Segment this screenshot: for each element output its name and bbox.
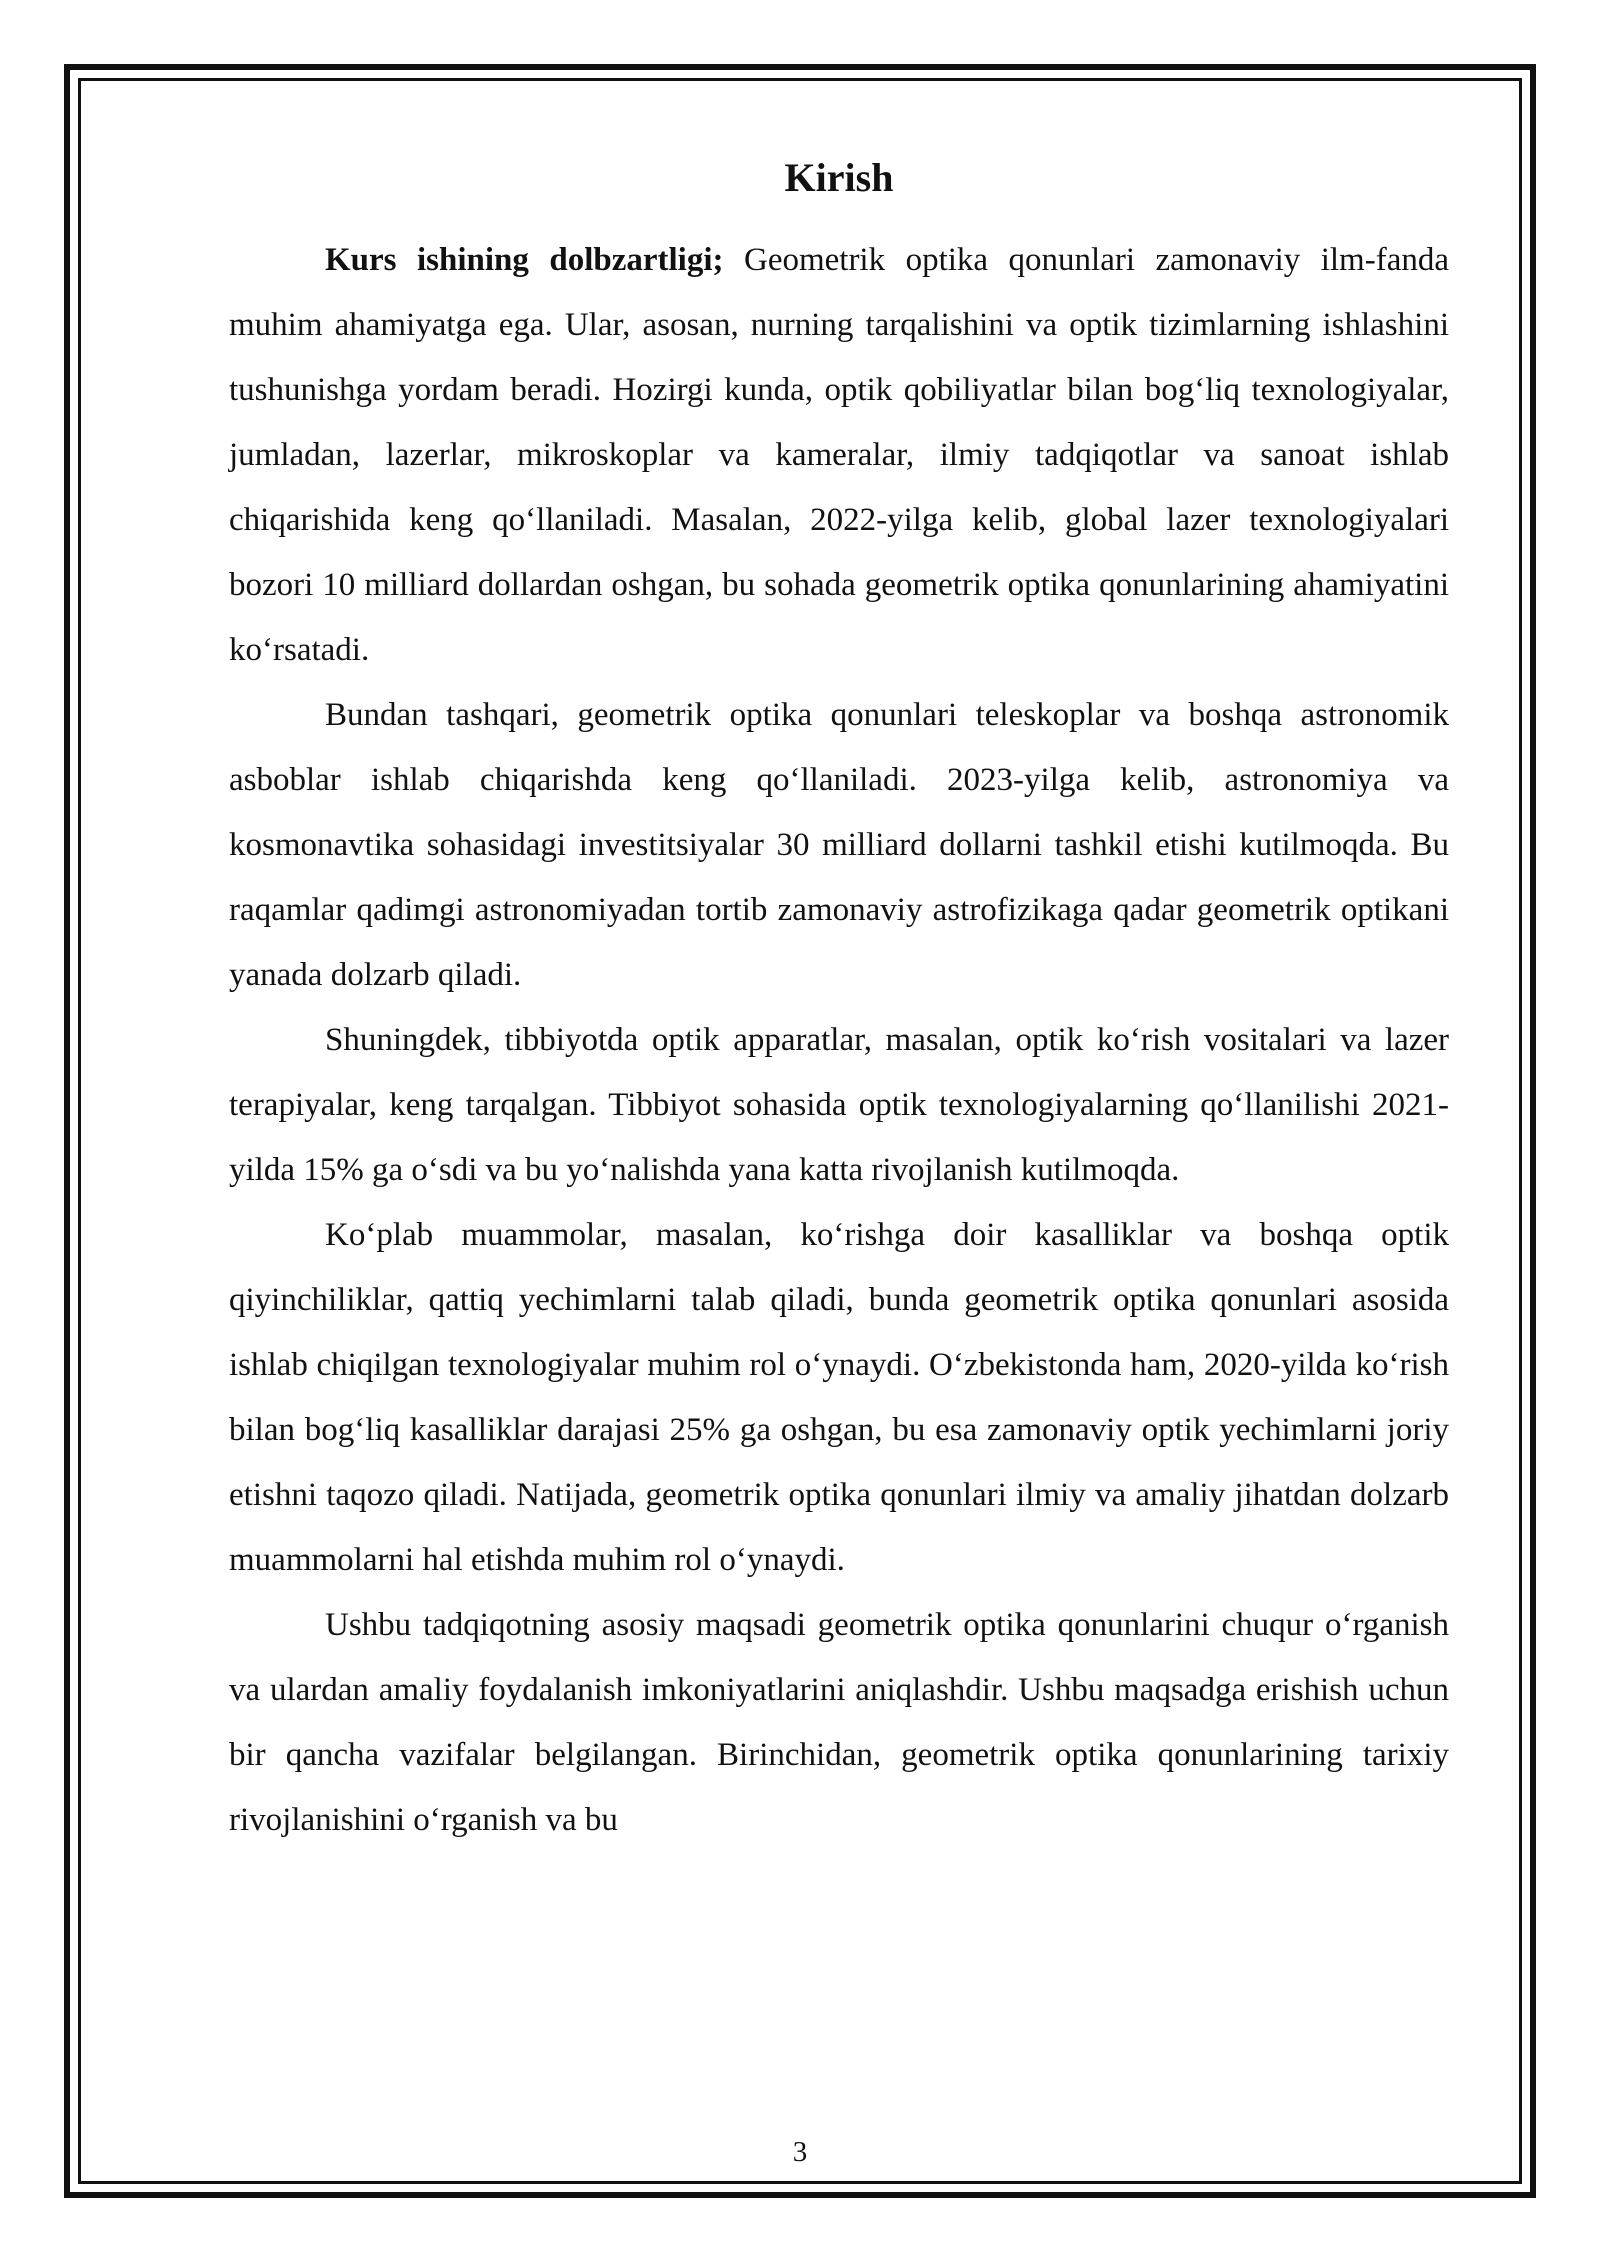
paragraph-lead: Kurs ishining dolbzartligi; xyxy=(325,242,724,278)
document-body xyxy=(229,120,1449,1853)
page-number: 3 xyxy=(792,2136,808,2168)
paragraph-relevance xyxy=(229,228,1449,683)
paragraph-problems: Ko‘plab muammolar, masalan, ko‘rishga doir kasalliklar va boshqa optik qiyinchiliklar, qattiq yechimlarni talab qiladi, bunda geometrik optika qonunlari asosida ishlab chiqilgan texnologiyalar muhim rol o‘ynaydi. O‘zbekistonda ham, 2020-yilda ko‘rish bilan bog‘liq kasalliklar darajasi 25% ga oshgan, bu esa zamonaviy optik yechimlarni joriy etishni taqozo qiladi. Natijada, geometrik optika qonunlari ilmiy va amaliy jihatdan dolzarb muammolarni hal etishda muhim rol o‘ynaydi. xyxy=(229,1217,1449,1578)
paragraph-text: Geometrik optika qonunlari zamonaviy ilm-fanda muhim ahamiyatga ega. Ular, asosan, nurning tarqalishini va optik tizimlarning ishlashini tushunishga yordam beradi. Hozirgi kunda, optik qobiliyatlar bilan bog‘liq texnologiyalar, jumladan, lazerlar, mikroskoplar va kameralar, ilmiy tadqiqotlar va sanoat ishlab chiqarishida keng qo‘llaniladi. Masalan, 2022-yilga kelib, global lazer texnologiyalari bozori 10 milliard dollardan oshgan, bu sohada geometrik optika qonunlarining ahamiyatini ko‘rsatadi. xyxy=(229,242,1449,668)
section-title: Kirish xyxy=(784,155,894,200)
paragraph-astronomy: Bundan tashqari, geometrik optika qonunlari teleskoplar va boshqa astronomik asboblar ishlab chiqarishda keng qo‘llaniladi. 2023-yilga kelib, astronomiya va kosmonavtika sohasidagi investitsiyalar 30 milliard dollarni tashkil etishi kutilmoqda. Bu raqamlar qadimgi astronomiyadan tortib zamonaviy astrofizikaga qadar geometrik optikani yanada dolzarb qiladi. xyxy=(229,697,1449,993)
paragraph-medicine: Shuningdek, tibbiyotda optik apparatlar, masalan, optik ko‘rish vositalari va lazer terapiyalar, keng tarqalgan. Tibbiyot sohasida optik texnologiyalarning qo‘llanilishi 2021-yilda 15% ga o‘sdi va bu yo‘nalishda yana katta rivojlanish kutilmoqda. xyxy=(229,1022,1449,1188)
paragraph-goal: Ushbu tadqiqotning asosiy maqsadi geometrik optika qonunlarini chuqur o‘rganish va ulardan amaliy foydalanish imkoniyatlarini aniqlashdir. Ushbu maqsadga erishish uchun bir qancha vazifalar belgilangan. Birinchidan, geometrik optika qonunlarining tarixiy rivojlanishini o‘rganish va bu xyxy=(229,1607,1449,1838)
